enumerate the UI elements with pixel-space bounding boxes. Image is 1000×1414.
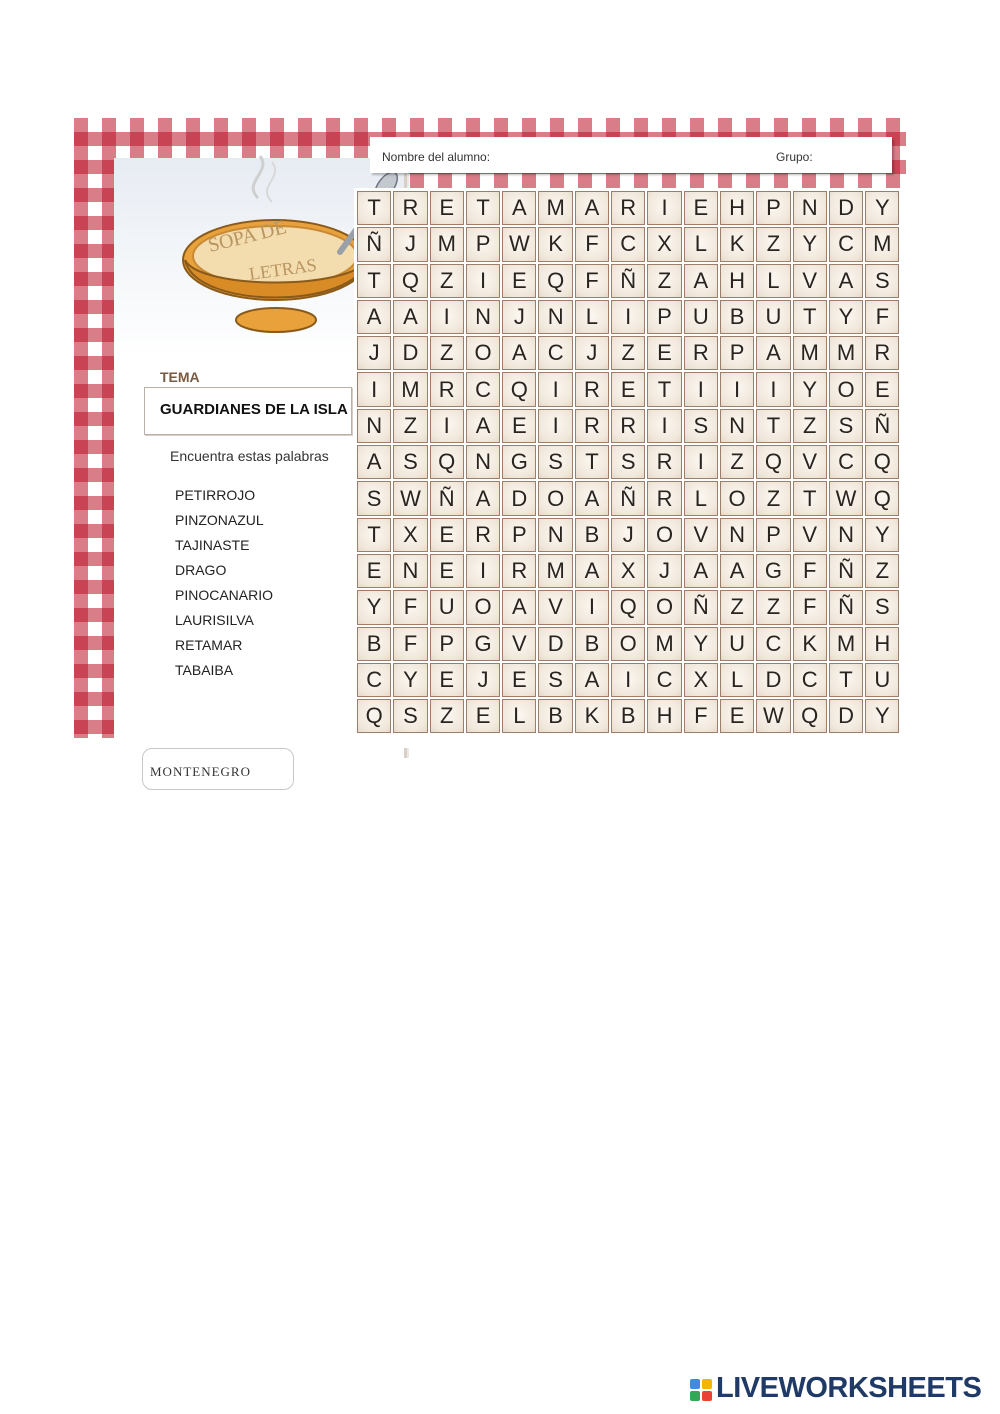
grid-cell[interactable]: T [575,445,609,479]
grid-cell[interactable]: Q [502,372,536,406]
grid-cell[interactable]: C [611,227,645,261]
grid-cell[interactable]: N [793,191,827,225]
grid-cell[interactable]: P [502,518,536,552]
grid-cell[interactable]: E [430,554,464,588]
grid-cell[interactable]: O [538,481,572,515]
grid-cell[interactable]: Z [756,227,790,261]
grid-cell[interactable]: I [538,409,572,443]
grid-cell[interactable]: I [430,409,464,443]
grid-cell[interactable]: D [829,191,863,225]
word-search-grid[interactable] [356,190,900,734]
grid-cell[interactable]: Q [756,445,790,479]
grid-cell[interactable]: A [575,663,609,697]
grid-cell[interactable]: P [647,300,681,334]
grid-cell[interactable]: L [575,300,609,334]
grid-cell[interactable]: M [793,336,827,370]
grid-cell[interactable]: A [393,300,427,334]
grid-cell[interactable]: R [611,191,645,225]
grid-cell[interactable]: Z [720,445,754,479]
grid-cell[interactable]: J [502,300,536,334]
grid-cell[interactable]: D [502,481,536,515]
grid-cell[interactable]: T [466,191,500,225]
grid-cell[interactable]: M [538,191,572,225]
grid-cell[interactable]: S [538,663,572,697]
grid-cell[interactable]: S [865,264,899,298]
grid-cell[interactable]: Q [393,264,427,298]
grid-cell[interactable]: I [430,300,464,334]
grid-cell[interactable]: C [538,336,572,370]
grid-cell[interactable]: I [684,445,718,479]
grid-cell[interactable]: M [538,554,572,588]
worksheet-sheet [74,118,906,779]
grid-cell[interactable]: C [829,227,863,261]
grid-cell[interactable]: I [466,264,500,298]
grid-cell[interactable]: Z [393,409,427,443]
grid-cell[interactable]: Z [865,554,899,588]
grid-cell[interactable]: Y [793,372,827,406]
grid-cell[interactable]: Z [430,336,464,370]
grid-cell[interactable]: O [647,590,681,624]
grid-cell[interactable]: B [575,518,609,552]
grid-cell[interactable]: B [575,627,609,661]
grid-cell[interactable]: Y [829,300,863,334]
grid-cell[interactable]: Y [684,627,718,661]
grid-cell[interactable]: Ñ [829,554,863,588]
grid-cell[interactable]: I [357,372,391,406]
instruction-text: Encuentra estas palabras [170,448,329,464]
grid-cell[interactable]: V [793,518,827,552]
grid-cell[interactable]: U [430,590,464,624]
grid-cell[interactable]: D [393,336,427,370]
grid-cell[interactable]: N [538,518,572,552]
grid-cell[interactable]: F [793,554,827,588]
grid-cell[interactable]: G [466,627,500,661]
grid-cell[interactable]: E [647,336,681,370]
grid-cell[interactable]: H [720,191,754,225]
theme-title: GUARDIANES DE LA ISLA [160,401,348,418]
grid-cell[interactable]: E [611,372,645,406]
grid-cell[interactable]: U [720,627,754,661]
grid-cell[interactable]: Ñ [865,409,899,443]
grid-cell[interactable]: L [756,264,790,298]
grid-cell[interactable]: F [393,590,427,624]
grid-cell[interactable]: Y [865,699,899,733]
grid-cell[interactable]: V [793,445,827,479]
grid-cell[interactable]: F [865,300,899,334]
grid-cell[interactable]: H [647,699,681,733]
grid-cell[interactable]: Ñ [829,590,863,624]
grid-cell[interactable]: I [720,372,754,406]
grid-cell[interactable]: X [611,554,645,588]
grid-cell[interactable]: Z [756,590,790,624]
grid-cell[interactable]: Ñ [430,481,464,515]
grid-cell[interactable]: Z [430,699,464,733]
publisher-name: MONTENEGRO [150,764,251,779]
grid-cell[interactable]: N [720,518,754,552]
grid-cell[interactable]: S [684,409,718,443]
grid-cell[interactable]: D [756,663,790,697]
grid-cell[interactable]: X [684,663,718,697]
grid-cell[interactable]: E [865,372,899,406]
grid-cell[interactable]: E [502,663,536,697]
word-list-item: PINOCANARIO [175,587,274,603]
grid-cell[interactable]: C [793,663,827,697]
grid-cell[interactable]: Q [357,699,391,733]
grid-cell[interactable]: J [575,336,609,370]
bowl-text-line1: SOPA DE [205,216,289,257]
grid-cell[interactable]: R [647,481,681,515]
grid-cell[interactable]: J [357,336,391,370]
grid-cell[interactable]: J [611,518,645,552]
grid-cell[interactable]: Q [538,264,572,298]
grid-cell[interactable]: Y [865,191,899,225]
grid-cell[interactable]: R [611,409,645,443]
grid-cell[interactable]: A [684,264,718,298]
grid-cell[interactable]: Y [865,518,899,552]
grid-cell[interactable]: A [466,481,500,515]
grid-cell[interactable]: T [793,481,827,515]
grid-cell[interactable]: T [357,518,391,552]
grid-cell[interactable]: N [538,300,572,334]
grid-cell[interactable]: Z [756,481,790,515]
grid-cell[interactable]: Q [865,481,899,515]
grid-cell[interactable]: K [793,627,827,661]
word-list-item: LAURISILVA [175,612,254,628]
grid-cell[interactable]: M [393,372,427,406]
grid-cell[interactable]: E [430,663,464,697]
word-list-item: RETAMAR [175,637,243,653]
grid-cell[interactable]: A [502,590,536,624]
grid-cell[interactable]: R [575,409,609,443]
grid-cell[interactable]: O [829,372,863,406]
grid-cell[interactable]: C [647,663,681,697]
grid-cell[interactable]: V [502,627,536,661]
grid-cell[interactable]: Q [793,699,827,733]
grid-cell[interactable]: R [466,518,500,552]
grid-cell[interactable]: L [684,481,718,515]
grid-cell[interactable]: E [502,409,536,443]
grid-cell[interactable]: Z [720,590,754,624]
word-list-item: TAJINASTE [175,537,250,553]
grid-cell[interactable]: N [829,518,863,552]
grid-cell[interactable]: Ñ [611,481,645,515]
grid-cell[interactable]: I [684,372,718,406]
grid-cell[interactable]: I [611,300,645,334]
grid-cell[interactable]: A [720,554,754,588]
grid-cell[interactable]: O [466,590,500,624]
bowl-text-line2: LETRAS [247,254,318,284]
grid-cell[interactable]: R [647,445,681,479]
grid-cell[interactable]: R [502,554,536,588]
grid-cell[interactable]: S [393,445,427,479]
grid-cell[interactable]: N [720,409,754,443]
grid-cell[interactable]: Z [793,409,827,443]
grid-cell[interactable]: D [829,699,863,733]
grid-cell[interactable]: N [393,554,427,588]
grid-cell[interactable]: H [865,627,899,661]
grid-cell[interactable]: J [393,227,427,261]
grid-cell[interactable]: Q [611,590,645,624]
grid-cell[interactable]: E [720,699,754,733]
grid-cell[interactable]: F [393,627,427,661]
grid-cell[interactable]: R [430,372,464,406]
grid-cell[interactable]: K [720,227,754,261]
grid-cell[interactable]: A [829,264,863,298]
grid-cell[interactable]: V [793,264,827,298]
grid-cell[interactable]: U [684,300,718,334]
grid-cell[interactable]: O [466,336,500,370]
group-label: Grupo: [776,150,813,164]
grid-cell[interactable]: T [647,372,681,406]
grid-cell[interactable]: F [684,699,718,733]
grid-cell[interactable]: G [756,554,790,588]
grid-cell[interactable]: T [829,663,863,697]
grid-cell[interactable]: G [502,445,536,479]
student-name-label: Nombre del alumno: [382,150,491,164]
grid-cell[interactable]: I [647,409,681,443]
grid-cell[interactable]: M [647,627,681,661]
grid-cell[interactable]: M [430,227,464,261]
grid-cell[interactable]: A [502,336,536,370]
grid-cell[interactable]: W [393,481,427,515]
grid-cell[interactable]: B [357,627,391,661]
grid-cell[interactable]: F [575,264,609,298]
grid-cell[interactable]: M [829,627,863,661]
grid-cell[interactable]: E [357,554,391,588]
grid-cell[interactable]: E [684,191,718,225]
grid-cell[interactable]: I [647,191,681,225]
grid-cell[interactable]: E [466,699,500,733]
grid-cell[interactable]: I [575,590,609,624]
grid-cell[interactable]: M [829,336,863,370]
grid-cell[interactable]: Q [865,445,899,479]
grid-cell[interactable]: S [393,699,427,733]
grid-cell[interactable]: C [829,445,863,479]
grid-cell[interactable]: S [538,445,572,479]
grid-cell[interactable]: B [720,300,754,334]
grid-cell[interactable]: H [720,264,754,298]
grid-cell[interactable]: S [829,409,863,443]
grid-cell[interactable]: R [684,336,718,370]
grid-cell[interactable]: F [575,227,609,261]
word-list-item: TABAIBA [175,662,234,678]
grid-cell[interactable]: A [575,554,609,588]
grid-cell[interactable]: C [357,663,391,697]
grid-cell[interactable]: U [756,300,790,334]
grid-cell[interactable]: O [720,481,754,515]
grid-cell[interactable]: E [430,518,464,552]
grid-cell[interactable]: Y [393,663,427,697]
grid-cell[interactable]: W [502,227,536,261]
grid-cell[interactable]: N [466,300,500,334]
grid-cell[interactable]: O [647,518,681,552]
grid-cell[interactable]: B [538,699,572,733]
grid-cell[interactable]: N [357,409,391,443]
theme-label: TEMA [160,369,200,385]
grid-cell[interactable]: A [575,481,609,515]
grid-cell[interactable]: C [466,372,500,406]
grid-cell[interactable]: Y [793,227,827,261]
grid-cell[interactable]: I [466,554,500,588]
grid-cell[interactable]: V [538,590,572,624]
grid-cell[interactable]: X [393,518,427,552]
grid-cell[interactable]: S [357,481,391,515]
grid-cell[interactable]: Z [647,264,681,298]
grid-cell[interactable]: R [865,336,899,370]
grid-cell[interactable]: Z [430,264,464,298]
grid-cell[interactable]: O [611,627,645,661]
grid-cell[interactable]: D [538,627,572,661]
grid-cell[interactable]: F [793,590,827,624]
grid-cell[interactable]: L [502,699,536,733]
grid-cell[interactable]: T [793,300,827,334]
grid-cell[interactable]: V [684,518,718,552]
grid-cell[interactable]: A [575,191,609,225]
grid-cell[interactable]: C [756,627,790,661]
grid-cell[interactable]: I [611,663,645,697]
grid-cell[interactable]: A [357,300,391,334]
grid-cell[interactable]: K [575,699,609,733]
grid-cell[interactable]: B [611,699,645,733]
grid-cell[interactable]: R [393,191,427,225]
grid-cell[interactable]: P [430,627,464,661]
grid-cell[interactable]: A [466,409,500,443]
word-list [175,487,273,687]
word-list-item: PINZONAZUL [175,512,264,528]
grid-cell[interactable]: I [538,372,572,406]
grid-cell[interactable]: W [829,481,863,515]
grid-cell[interactable]: A [684,554,718,588]
grid-cell[interactable]: I [756,372,790,406]
grid-cell[interactable]: U [865,663,899,697]
grid-cell[interactable]: J [466,663,500,697]
grid-cell[interactable]: T [357,191,391,225]
grid-cell[interactable]: P [756,191,790,225]
grid-cell[interactable]: W [756,699,790,733]
grid-cell[interactable]: P [466,227,500,261]
grid-cell[interactable]: A [502,191,536,225]
liveworksheets-logo-icon [690,1377,714,1405]
grid-cell[interactable]: A [357,445,391,479]
grid-cell[interactable]: Ñ [684,590,718,624]
grid-cell[interactable]: S [865,590,899,624]
grid-cell[interactable]: E [502,264,536,298]
grid-cell[interactable]: T [357,264,391,298]
grid-cell[interactable]: M [865,227,899,261]
grid-cell[interactable]: P [756,518,790,552]
grid-cell[interactable]: A [756,336,790,370]
grid-cell[interactable]: Ñ [357,227,391,261]
grid-cell[interactable]: L [684,227,718,261]
grid-cell[interactable]: T [756,409,790,443]
grid-cell[interactable]: P [720,336,754,370]
grid-cell[interactable]: J [647,554,681,588]
grid-cell[interactable]: E [430,191,464,225]
grid-cell[interactable]: K [538,227,572,261]
grid-cell[interactable]: R [575,372,609,406]
word-list-item: DRAGO [175,562,227,578]
grid-cell[interactable]: N [466,445,500,479]
grid-cell[interactable]: S [611,445,645,479]
grid-cell[interactable]: Y [357,590,391,624]
grid-cell[interactable]: L [720,663,754,697]
grid-cell[interactable]: X [647,227,681,261]
word-list-item: PETIRROJO [175,487,256,503]
grid-cell[interactable]: Z [611,336,645,370]
liveworksheets-brand: LIVEWORKSHEETS [716,1372,982,1404]
grid-cell[interactable]: Q [430,445,464,479]
grid-cell[interactable]: Ñ [611,264,645,298]
